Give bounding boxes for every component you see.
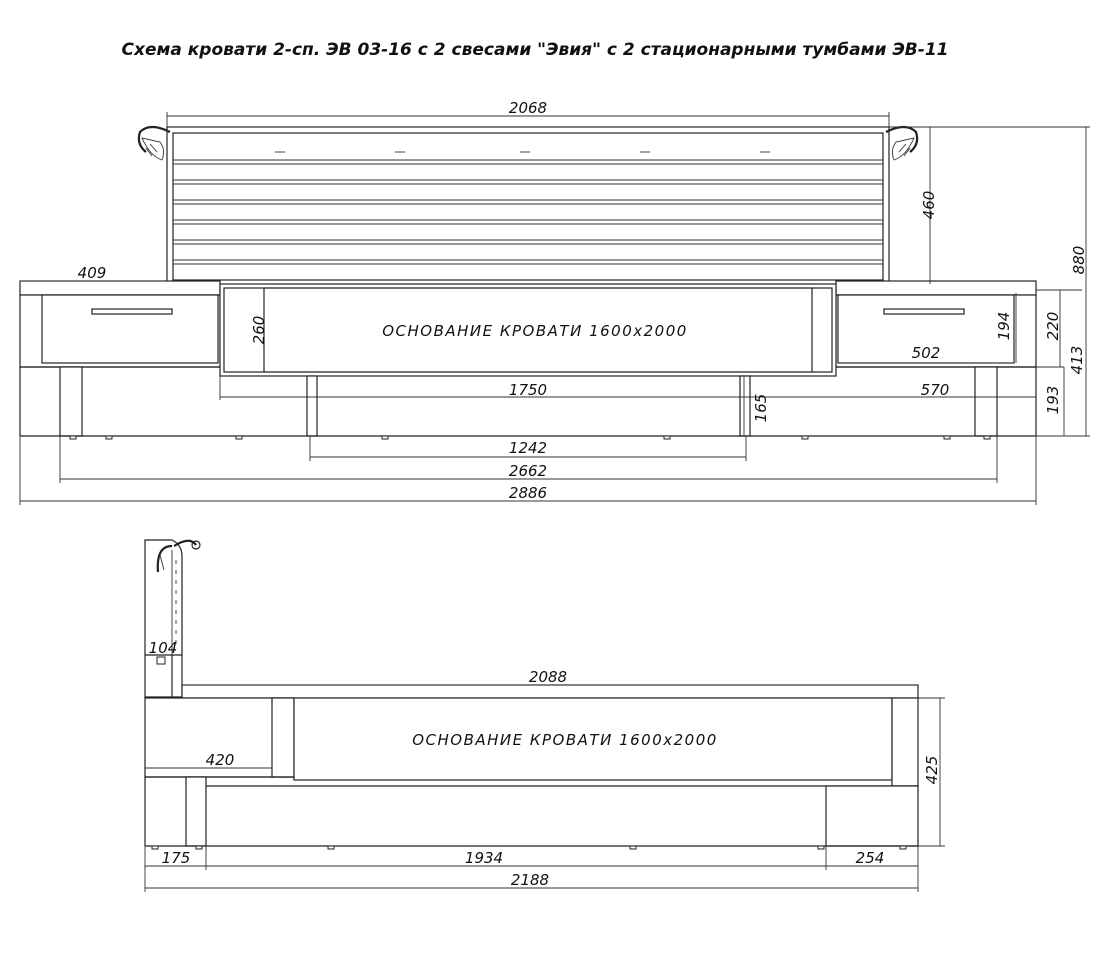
dim-length: 2088 — [528, 668, 568, 686]
dim-front-leg: 175 — [161, 849, 191, 867]
dim-base-width: 1750 — [508, 381, 548, 399]
dim-total-height: 880 — [1070, 245, 1088, 275]
headboard — [167, 127, 889, 286]
bed-top-slab — [182, 685, 918, 698]
dim-headboard-height: 460 — [920, 190, 938, 220]
dim-side-height: 413 — [1068, 345, 1086, 375]
dim-drawer-height: 194 — [995, 311, 1013, 341]
dim-total-width: 2886 — [508, 484, 548, 502]
front-view — [20, 99, 1090, 505]
headboard-side — [145, 540, 182, 697]
dim-headboard-width: 2068 — [508, 99, 548, 117]
dim-legs-height: 193 — [1044, 385, 1062, 415]
dim-rear-leg: 254 — [855, 849, 885, 867]
side-view — [145, 540, 945, 892]
dim-nightstand-width: 409 — [77, 264, 107, 282]
dim-nightstand-height: 220 — [1044, 311, 1062, 341]
left-sconce-icon — [139, 127, 170, 160]
dim-side-height: 425 — [923, 755, 941, 785]
drawing-title: Схема кровати 2-сп. ЭВ 03-16 с 2 свесами "Эвия" с 2 стационарными тумбами ЭВ-11 — [121, 40, 949, 60]
front-base-label: ОСНОВАНИЕ КРОВАТИ 1600x2000 — [382, 322, 688, 340]
dim-total-length: 2188 — [510, 871, 550, 889]
bed-frame-bottom — [20, 367, 1036, 439]
bed-frame-side-bottom — [145, 777, 918, 849]
left-nightstand — [20, 281, 220, 367]
right-sconce-icon — [886, 127, 917, 160]
dim-headboard-thickness: 104 — [148, 639, 178, 657]
dim-leg-height: 165 — [752, 393, 770, 423]
side-base-label: ОСНОВАНИЕ КРОВАТИ 1600x2000 — [412, 731, 718, 749]
dim-drawer-width: 502 — [911, 344, 941, 362]
dim-mid-width: 2662 — [508, 462, 548, 480]
dim-middle: 1934 — [464, 849, 504, 867]
dim-base-panel-height: 260 — [250, 315, 268, 345]
dim-nightstand-depth: 570 — [920, 381, 950, 399]
dim-nightstand-side-depth: 420 — [205, 751, 235, 769]
dim-inner-width: 1242 — [508, 439, 548, 457]
